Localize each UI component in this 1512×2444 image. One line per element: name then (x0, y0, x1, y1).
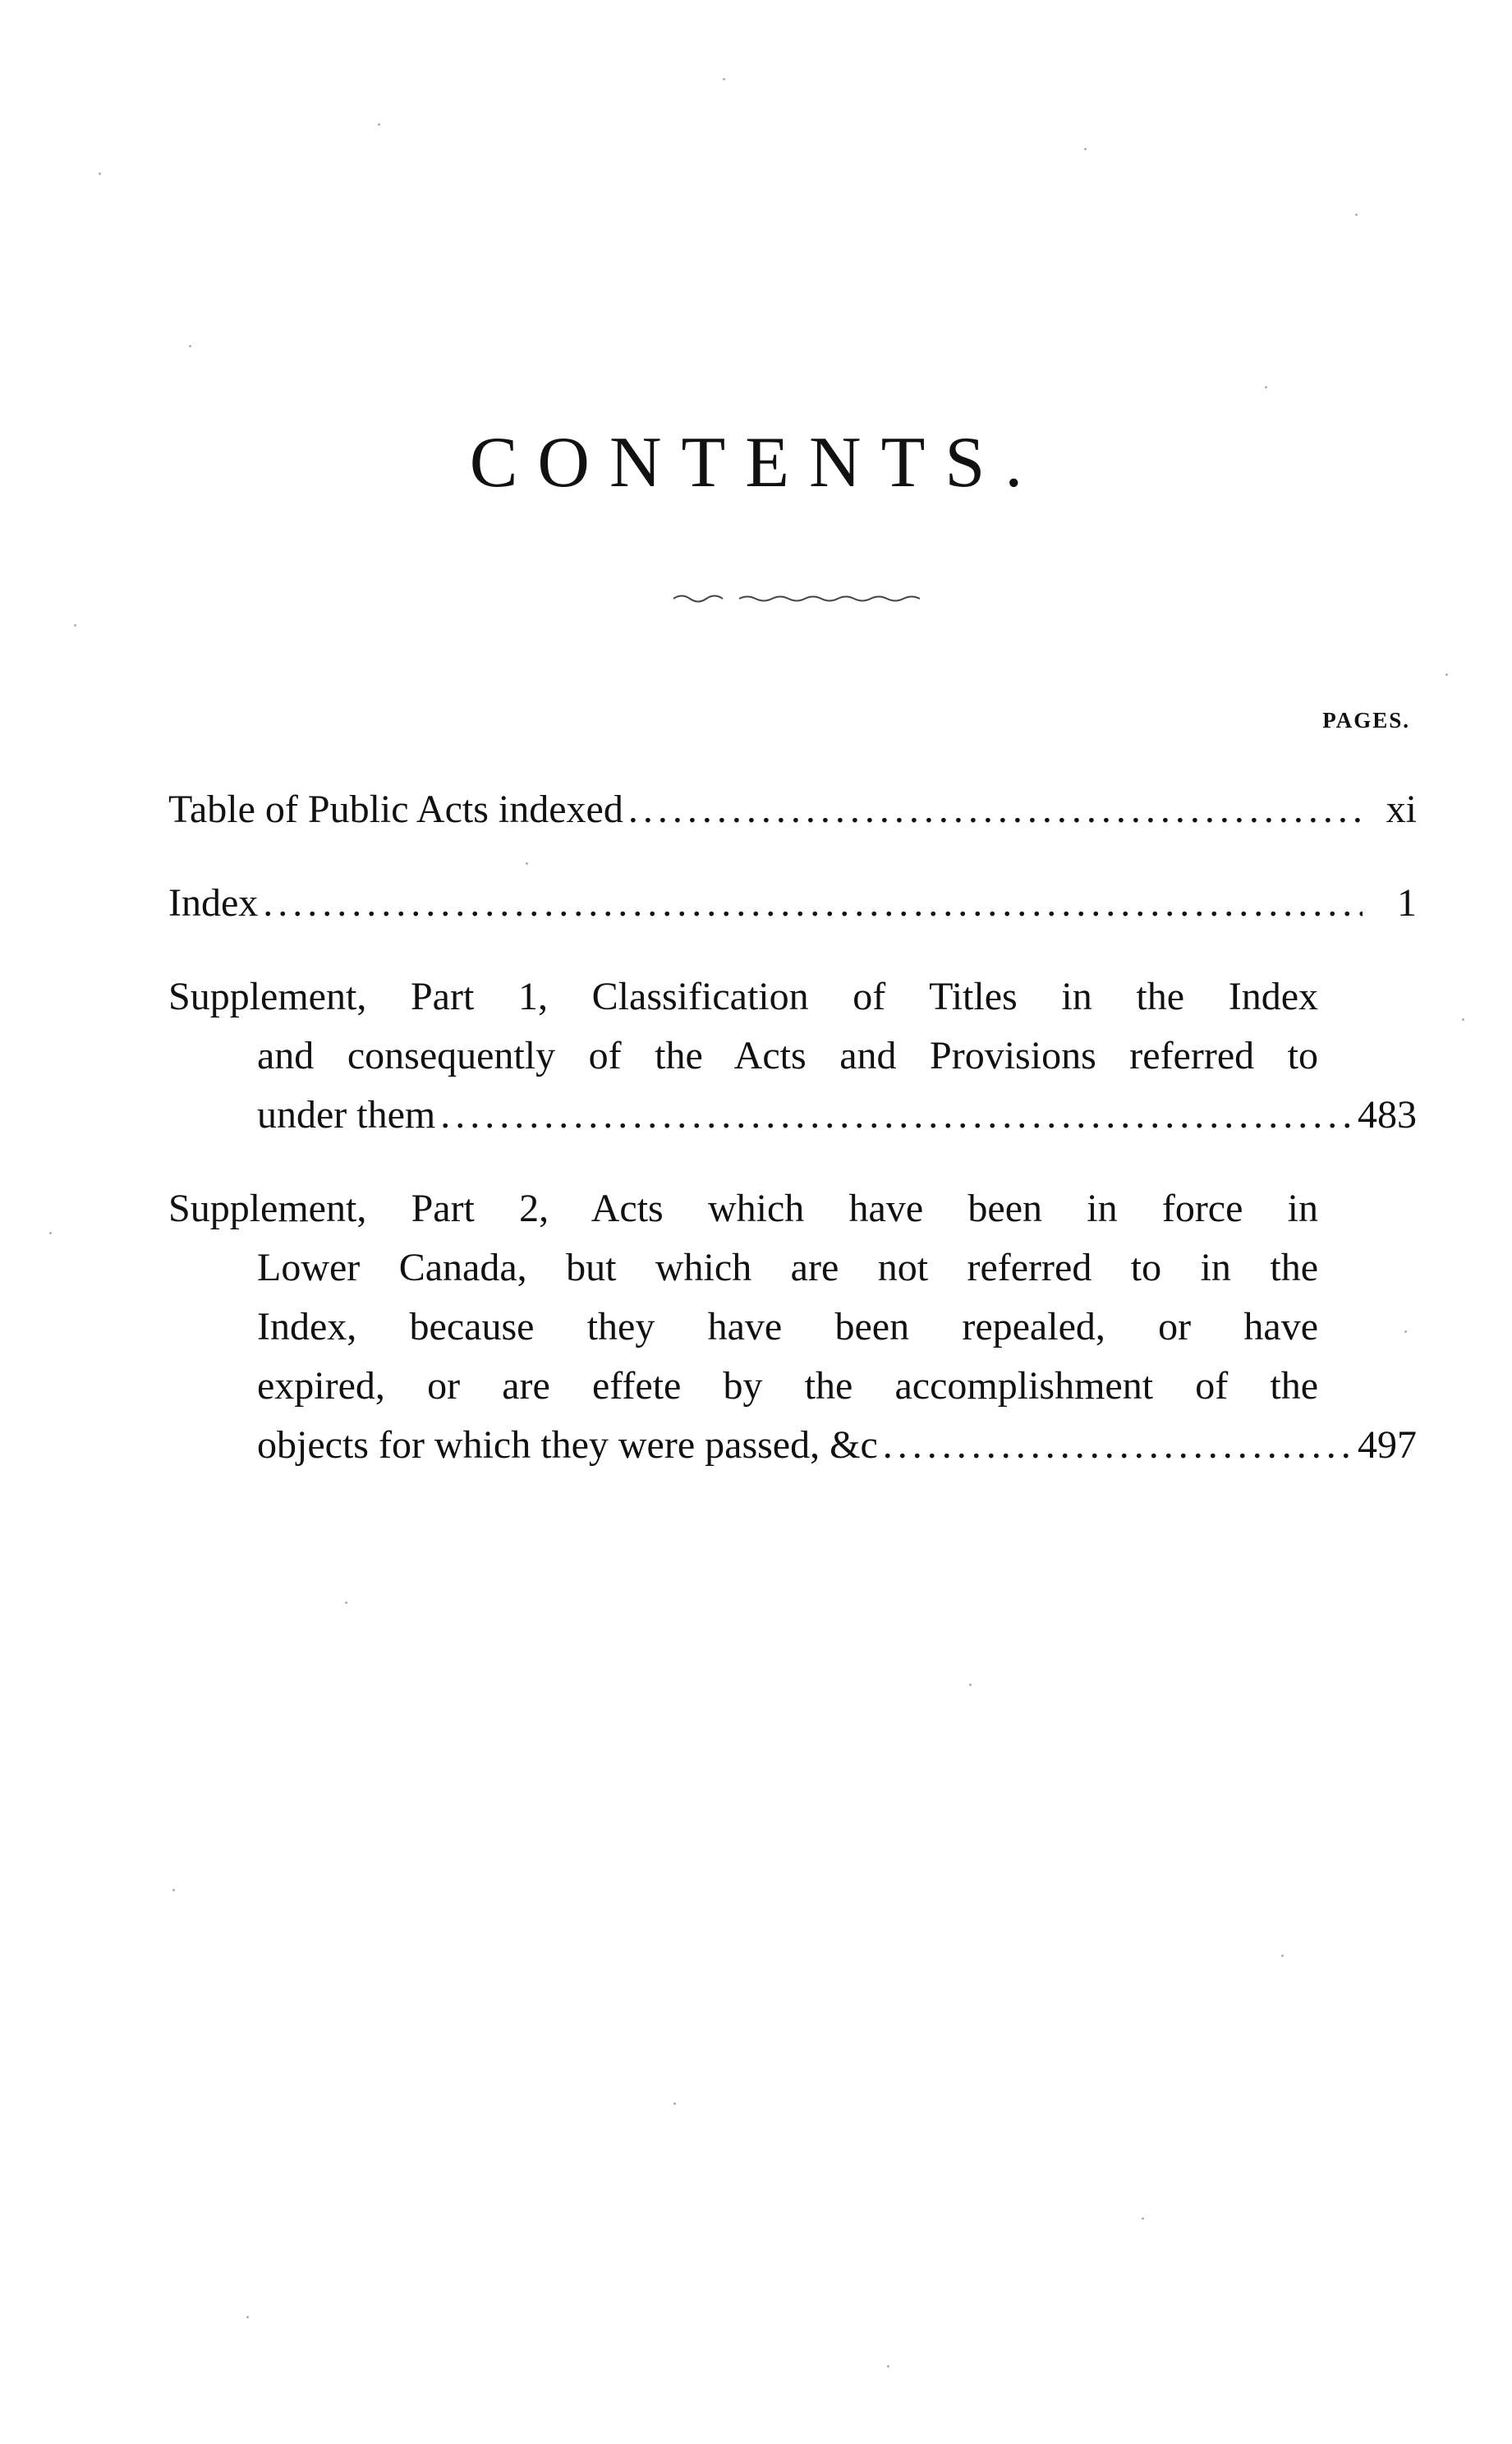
toc-entry-text-line: Index, because they have been repealed, or have (257, 1305, 1318, 1348)
toc-line (168, 1027, 1417, 1086)
dot-leader (628, 780, 1363, 839)
toc-line (168, 874, 1417, 933)
title-ornament-rule (673, 593, 920, 604)
toc-page-number: 483 (1358, 1093, 1417, 1137)
toc-entry-supplement-part-2[interactable] (168, 1179, 1417, 1475)
toc-line (168, 780, 1417, 839)
toc-line (168, 1179, 1417, 1238)
toc-line (168, 967, 1417, 1027)
table-of-contents (168, 780, 1417, 1509)
toc-page-number: 497 (1358, 1423, 1417, 1467)
dot-leader (440, 1086, 1353, 1145)
dot-leader (883, 1416, 1353, 1475)
toc-line (168, 1416, 1417, 1475)
toc-page-number: xi (1386, 788, 1417, 831)
toc-entry-text-line: under them (257, 1093, 436, 1137)
toc-entry-text-line: Supplement, Part 2, Acts which have been in force in (168, 1187, 1318, 1230)
toc-entry-index[interactable] (168, 874, 1417, 933)
toc-entry-text-line: Lower Canada, but which are not referred to in the (257, 1246, 1318, 1289)
toc-entry-text-line: and consequently of the Acts and Provisions referred to (257, 1034, 1318, 1077)
dot-leader (263, 874, 1363, 933)
toc-entry-title: Index (168, 881, 259, 925)
pages-column-heading: PAGES. (1322, 708, 1410, 733)
toc-entry-supplement-part-1[interactable] (168, 967, 1417, 1145)
toc-entry-text-line: objects for which they were passed, &c (257, 1423, 878, 1467)
toc-entry-public-acts[interactable] (168, 780, 1417, 839)
toc-line (168, 1298, 1417, 1357)
toc-entry-text-line: expired, or are effete by the accomplishment of the (257, 1364, 1318, 1408)
toc-entry-text-line: Supplement, Part 1, Classification of Titles in the Index (168, 975, 1318, 1018)
toc-page-number: 1 (1397, 881, 1417, 925)
toc-line (168, 1238, 1417, 1298)
toc-entry-title: Table of Public Acts indexed (168, 788, 623, 831)
toc-line (168, 1357, 1417, 1416)
page-title: CONTENTS. (469, 423, 1043, 503)
toc-line (168, 1086, 1417, 1145)
